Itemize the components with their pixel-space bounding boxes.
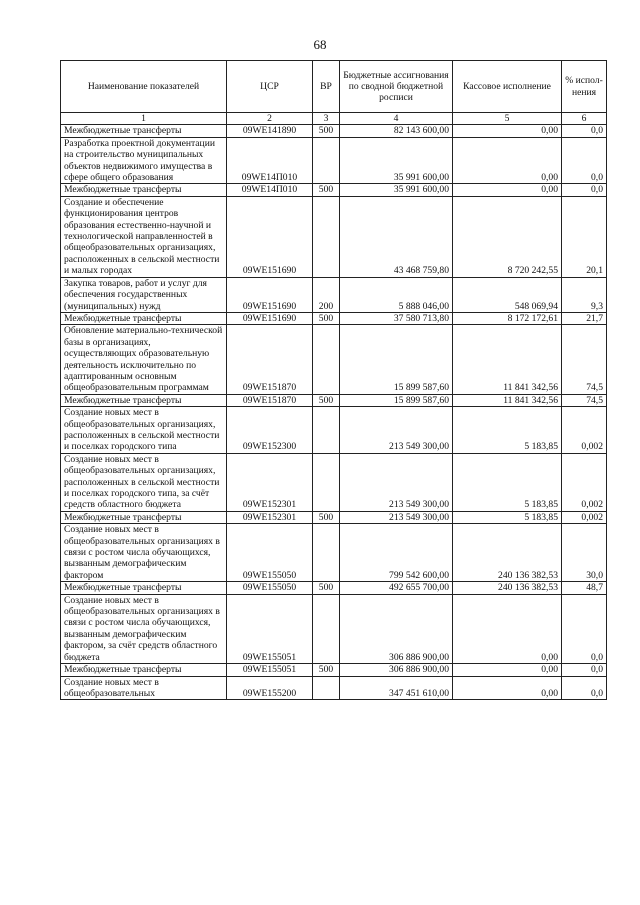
page-number: 68 [313,37,327,52]
column-number: 1 [61,113,227,125]
vr-cell: 500 [313,125,340,137]
csr-cell: 09WE152301 [227,453,313,511]
csr-cell: 09WE151870 [227,325,313,394]
csr-cell: 09WE155200 [227,676,313,700]
vr-cell [313,594,340,663]
vr-cell [313,676,340,700]
budget-table [60,60,607,700]
cash-execution-cell: 11 841 342,56 [453,394,562,406]
column-number: 5 [453,113,562,125]
budget-assignment-cell: 306 886 900,00 [340,594,453,663]
table-row [61,453,607,511]
budget-assignment-cell: 799 542 600,00 [340,524,453,582]
cash-execution-cell: 240 136 382,53 [453,524,562,582]
table-row [61,184,607,196]
table-row [61,664,607,676]
table-row [61,511,607,523]
vr-cell [313,453,340,511]
indicator-name-cell: Разработка проектной документации на строительство муниципальных объектов недвижимого имущества в сфере общего образования [61,137,227,184]
table-row [61,196,607,277]
cash-execution-cell: 0,00 [453,594,562,663]
cash-execution-cell: 11 841 342,56 [453,325,562,394]
vr-cell: 500 [313,394,340,406]
indicator-name-cell: Создание новых мест в общеобразовательных организациях в связи с ростом числа обучающихся, вызванным демографическим фактором [61,524,227,582]
column-number: 6 [562,113,607,125]
vr-cell: 500 [313,312,340,324]
budget-assignment-cell: 15 899 587,60 [340,394,453,406]
csr-cell: 09WE151690 [227,312,313,324]
cash-execution-cell: 240 136 382,53 [453,582,562,594]
cash-execution-cell: 0,00 [453,125,562,137]
vr-cell: 200 [313,277,340,312]
header-budget-assignments: Бюджетные ассигнования по сводной бюджетной росписи [340,61,453,113]
execution-percent-cell: 0,0 [562,137,607,184]
table-row [61,676,607,700]
cash-execution-cell: 8 720 242,55 [453,196,562,277]
csr-cell: 09WE152300 [227,407,313,454]
indicator-name-cell: Создание новых мест в общеобразовательных [61,676,227,700]
vr-cell [313,137,340,184]
execution-percent-cell: 0,002 [562,511,607,523]
budget-assignment-cell: 37 580 713,80 [340,312,453,324]
column-number: 3 [313,113,340,125]
vr-cell: 500 [313,664,340,676]
header-cash-execution: Кассовое исполнение [453,61,562,113]
csr-cell: 09WE152301 [227,511,313,523]
indicator-name-cell: Межбюджетные трансферты [61,394,227,406]
indicator-name-cell: Закупка товаров, работ и услуг для обеспечения государственных (муниципальных) нужд [61,277,227,312]
execution-percent-cell: 0,002 [562,453,607,511]
cash-execution-cell: 0,00 [453,184,562,196]
indicator-name-cell: Межбюджетные трансферты [61,511,227,523]
cash-execution-cell: 5 183,85 [453,453,562,511]
column-number: 4 [340,113,453,125]
csr-cell: 09WE155050 [227,582,313,594]
budget-assignment-cell: 15 899 587,60 [340,325,453,394]
csr-cell: 09WE151690 [227,277,313,312]
cash-execution-cell: 5 183,85 [453,407,562,454]
table-row [61,325,607,394]
csr-cell: 09WE141890 [227,125,313,137]
header-csr: ЦСР [227,61,313,113]
csr-cell: 09WE14П010 [227,184,313,196]
csr-cell: 09WE151690 [227,196,313,277]
vr-cell: 500 [313,582,340,594]
budget-assignment-cell: 43 468 759,80 [340,196,453,277]
table-row [61,125,607,137]
cash-execution-cell: 8 172 172,61 [453,312,562,324]
budget-assignment-cell: 35 991 600,00 [340,137,453,184]
vr-cell [313,524,340,582]
execution-percent-cell: 48,7 [562,582,607,594]
vr-cell: 500 [313,184,340,196]
csr-cell: 09WE151870 [227,394,313,406]
budget-assignment-cell: 213 549 300,00 [340,407,453,454]
budget-assignment-cell: 82 143 600,00 [340,125,453,137]
execution-percent-cell: 74,5 [562,325,607,394]
table-row [61,277,607,312]
indicator-name-cell: Создание и обеспечение функционирования центров образования естественно-научной и технологической направленностей в общеобразовательных организациях, расположенных в сельской местности и малых городах [61,196,227,277]
budget-assignment-cell: 347 451 610,00 [340,676,453,700]
table-body [61,125,607,700]
indicator-name-cell: Межбюджетные трансферты [61,664,227,676]
header-execution-percent: % испол-нения [562,61,607,113]
csr-cell: 09WE155051 [227,664,313,676]
execution-percent-cell: 0,0 [562,184,607,196]
indicator-name-cell: Создание новых мест в общеобразовательных организациях, расположенных в сельской местности и поселках городского типа [61,407,227,454]
vr-cell: 500 [313,511,340,523]
indicator-name-cell: Межбюджетные трансферты [61,184,227,196]
indicator-name-cell: Межбюджетные трансферты [61,582,227,594]
execution-percent-cell: 21,7 [562,312,607,324]
execution-percent-cell: 20,1 [562,196,607,277]
execution-percent-cell: 9,3 [562,277,607,312]
execution-percent-cell: 0,0 [562,676,607,700]
execution-percent-cell: 74,5 [562,394,607,406]
table-row [61,137,607,184]
table-header-row [61,61,607,113]
csr-cell: 09WE155051 [227,594,313,663]
table-row [61,582,607,594]
budget-assignment-cell: 492 655 700,00 [340,582,453,594]
execution-percent-cell: 0,002 [562,407,607,454]
table-row [61,312,607,324]
table-row [61,407,607,454]
cash-execution-cell: 0,00 [453,676,562,700]
indicator-name-cell: Создание новых мест в общеобразовательных организациях в связи с ростом числа обучающихся, вызванным демографическим фактором, за счёт средств областного бюджета [61,594,227,663]
csr-cell: 09WE14П010 [227,137,313,184]
header-vr: ВР [313,61,340,113]
table-row [61,524,607,582]
indicator-name-cell: Обновление материально-технической базы в организациях, осуществляющих образовательную деятельность исключительно по адаптированным основным общеобразовательным программам [61,325,227,394]
budget-assignment-cell: 213 549 300,00 [340,511,453,523]
cash-execution-cell: 0,00 [453,137,562,184]
vr-cell [313,196,340,277]
indicator-name-cell: Создание новых мест в общеобразовательных организациях, расположенных в сельской местности и поселках городского типа, за счёт средств областного бюджета [61,453,227,511]
cash-execution-cell: 0,00 [453,664,562,676]
column-number: 2 [227,113,313,125]
execution-percent-cell: 30,0 [562,524,607,582]
cash-execution-cell: 5 183,85 [453,511,562,523]
table-row [61,594,607,663]
execution-percent-cell: 0,0 [562,125,607,137]
vr-cell [313,325,340,394]
cash-execution-cell: 548 069,94 [453,277,562,312]
table-row [61,394,607,406]
budget-assignment-cell: 213 549 300,00 [340,453,453,511]
budget-assignment-cell: 5 888 046,00 [340,277,453,312]
execution-percent-cell: 0,0 [562,594,607,663]
budget-assignment-cell: 306 886 900,00 [340,664,453,676]
indicator-name-cell: Межбюджетные трансферты [61,125,227,137]
execution-percent-cell: 0,0 [562,664,607,676]
header-indicator-name: Наименование показателей [61,61,227,113]
vr-cell [313,407,340,454]
indicator-name-cell: Межбюджетные трансферты [61,312,227,324]
column-number-row [61,113,607,125]
csr-cell: 09WE155050 [227,524,313,582]
budget-assignment-cell: 35 991 600,00 [340,184,453,196]
